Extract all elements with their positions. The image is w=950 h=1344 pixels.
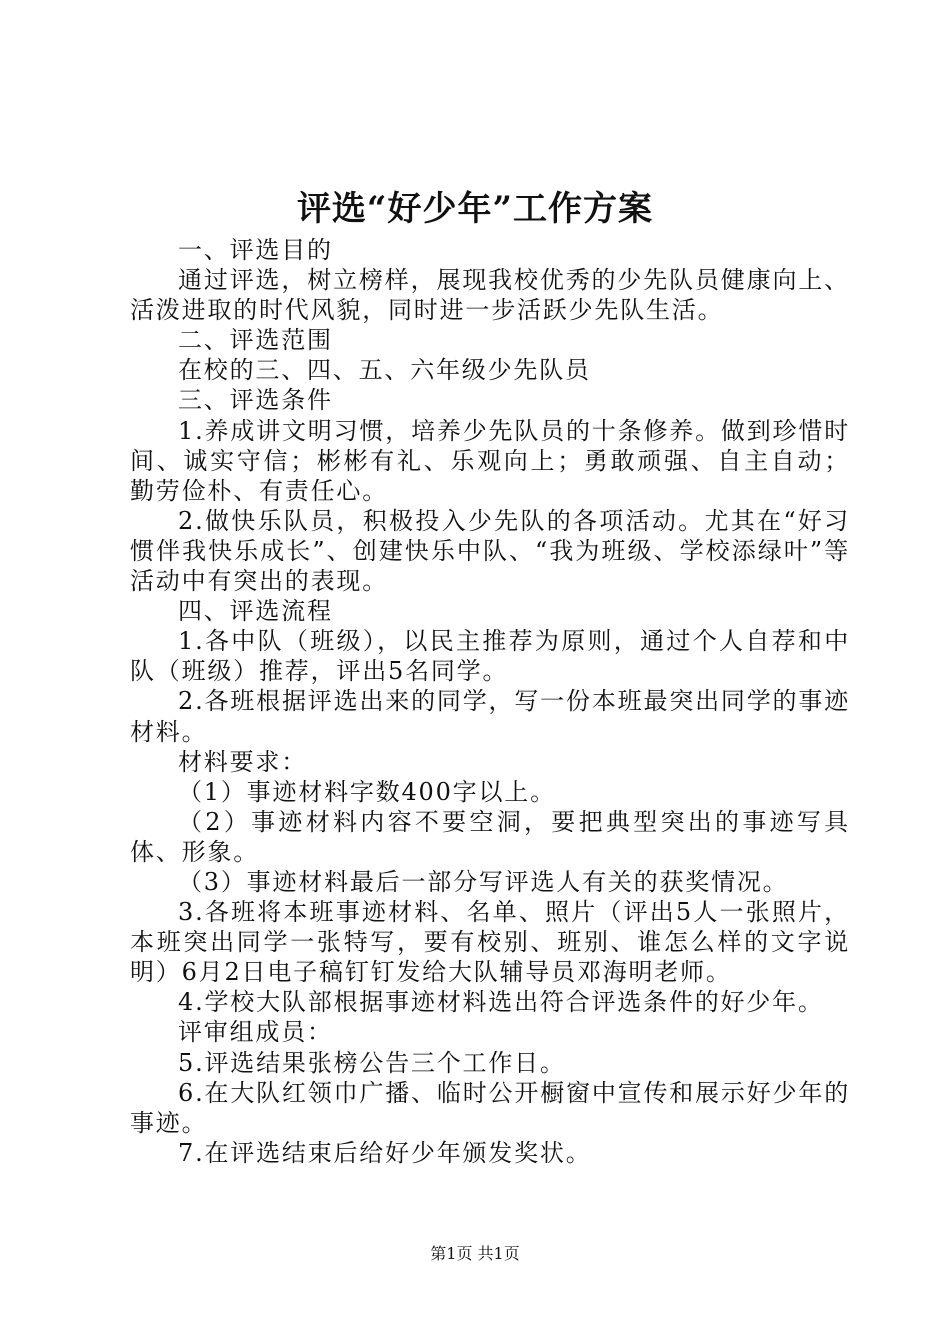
process-item-5: 5.评选结果张榜公告三个工作日。	[178, 1048, 566, 1077]
material-requirement-3: （3）事迹材料最后一部分写评选人有关的获奖情况。	[178, 867, 789, 896]
section-heading-purpose: 一、评选目的	[178, 236, 333, 264]
condition-item-1: 1.养成讲文明习惯，培养少先队员的十条修养。做到珍惜时间、诚实守信；彬彬有礼、乐观向上；勇敢顽强、自主自动；勤劳俭朴、有责任心。	[130, 416, 850, 505]
paragraph-scope: 在校的三、四、五、六年级少先队员	[178, 356, 591, 385]
material-requirements-heading: 材料要求：	[178, 747, 307, 776]
section-heading-conditions: 三、评选条件	[178, 386, 333, 415]
review-panel-members: 评审组成员：	[178, 1018, 333, 1047]
process-item-3: 3.各班将本班事迹材料、名单、照片（评出5人一张照片，本班突出同学一张特写，要有校别、班别、谁怎么样的文字说明）6月2日电子稿钉钉发给大队辅导员邓海明老师。	[130, 898, 850, 987]
process-item-6: 6.在大队红领巾广播、临时公开橱窗中宣传和展示好少年的事迹。	[130, 1078, 850, 1137]
paragraph-purpose: 通过评选，树立榜样，展现我校优秀的少先队员健康向上、活泼进取的时代风貌，同时进一步活跃少先队生活。	[130, 266, 850, 325]
process-item-2: 2.各班根据评选出来的同学，写一份本班最突出同学的事迹材料。	[130, 687, 850, 746]
document-title: 评选“好少年”工作方案	[296, 189, 654, 229]
document-body	[130, 235, 850, 1168]
material-requirement-2: （2）事迹材料内容不要空洞，要把典型突出的事迹写具体、形象。	[130, 807, 850, 866]
material-requirement-1: （1）事迹材料字数400字以上。	[178, 777, 556, 806]
process-item-7: 7.在评选结束后给好少年颁发奖状。	[178, 1138, 592, 1167]
section-heading-process: 四、评选流程	[178, 597, 333, 626]
process-item-4: 4.学校大队部根据事迹材料选出符合评选条件的好少年。	[178, 988, 824, 1017]
condition-item-2: 2.做快乐队员，积极投入少先队的各项活动。尤其在“好习惯伴我快乐成长”、创建快乐中队、“我为班级、学校添绿叶”等活动中有突出的表现。	[130, 506, 850, 596]
section-heading-scope: 二、评选范围	[178, 326, 333, 355]
process-item-1: 1.各中队（班级），以民主推荐为原则，通过个人自荐和中队（班级）推荐，评出5名同学。	[130, 627, 850, 686]
page-number-footer: 第1页 共1页	[430, 1244, 520, 1263]
